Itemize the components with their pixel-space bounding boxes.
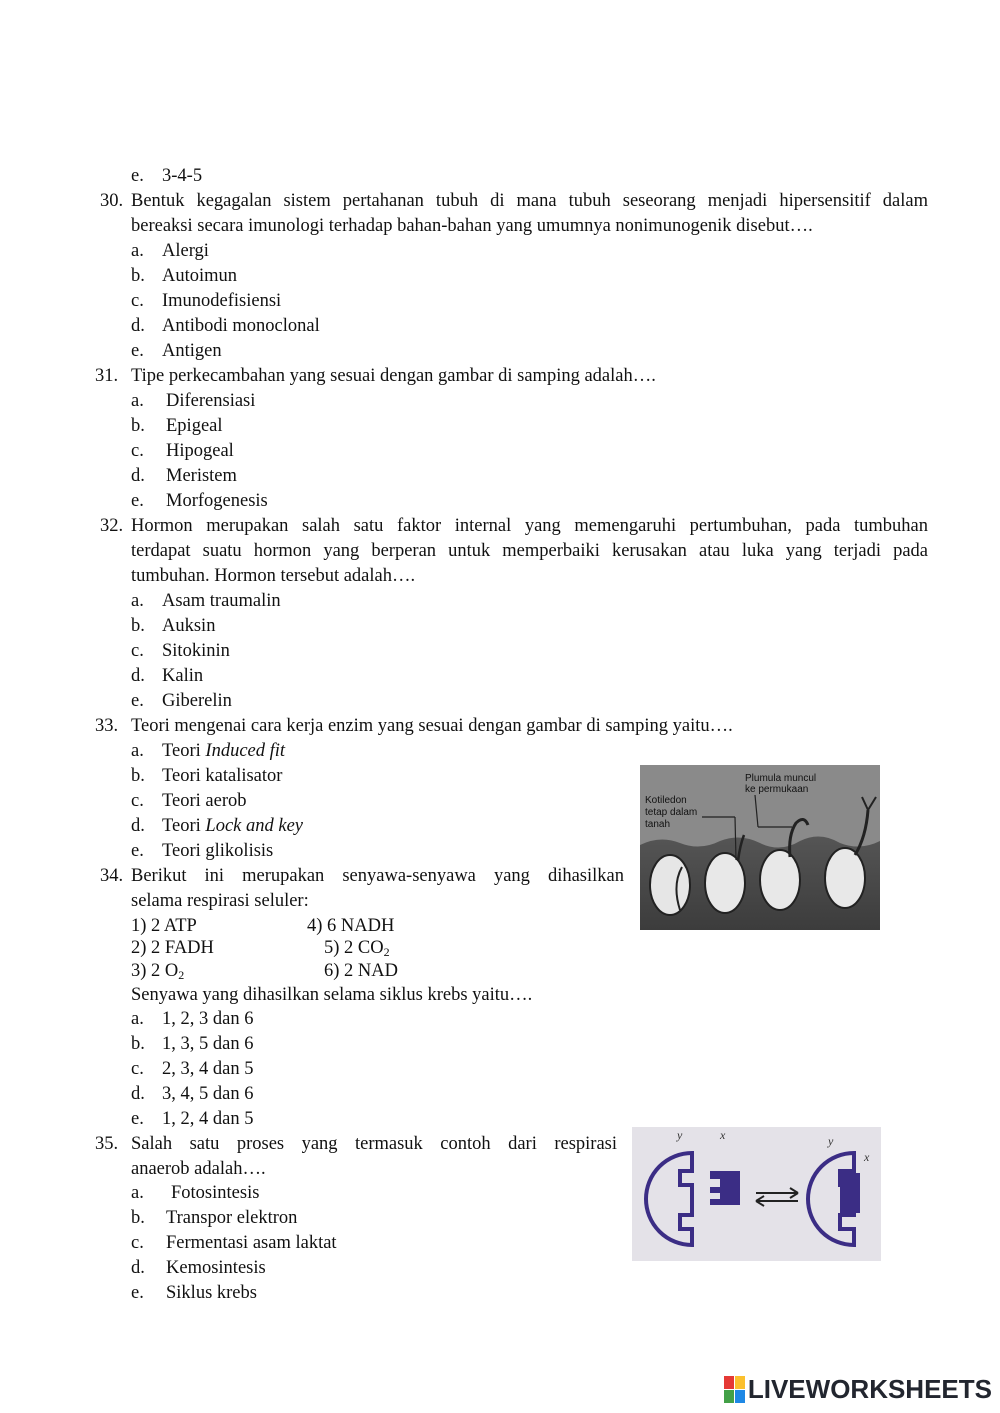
germination-figure	[640, 765, 880, 930]
option-label: e.	[131, 491, 144, 511]
question-text-line: selama respirasi seluler:	[131, 891, 309, 911]
figure-label: tanah	[645, 819, 671, 830]
option-text[interactable]: Sitokinin	[162, 641, 230, 661]
option-text[interactable]: Imunodefisiensi	[162, 291, 282, 311]
option-label: e.	[131, 1109, 144, 1129]
option-text[interactable]: Morfogenesis	[166, 491, 268, 511]
question-number: 32.	[100, 516, 124, 536]
option-label: e.	[131, 841, 144, 861]
option-text[interactable]: Meristem	[166, 466, 237, 486]
option-text[interactable]: Asam traumalin	[162, 591, 281, 611]
option-text[interactable]: Autoimun	[162, 266, 238, 286]
liveworksheets-logo[interactable]	[724, 1374, 992, 1405]
option-text-prefix: Teori glikolisis	[162, 841, 274, 861]
option-text[interactable]: Auksin	[162, 616, 216, 636]
option-text[interactable]: Giberelin	[162, 691, 232, 711]
option-label: e.	[131, 341, 144, 361]
question-text-line: Tipe perkecambahan yang sesuai dengan gambar di samping adalah….	[131, 366, 656, 386]
option-text[interactable]	[162, 814, 303, 838]
option-text-prefix: Teori	[162, 741, 206, 761]
figure-label: x	[864, 1150, 870, 1164]
option-text-prefix: Teori	[162, 816, 206, 836]
option-text[interactable]	[162, 839, 273, 863]
option-text[interactable]: 1, 2, 4 dan 5	[162, 1109, 254, 1129]
option-label: e.	[131, 691, 144, 711]
option-label: a.	[131, 1183, 144, 1203]
question-text-line: Teori mengenai cara kerja enzim yang sesuai dengan gambar di samping yaitu….	[131, 716, 733, 736]
figure-label: y	[828, 1134, 834, 1148]
option-text-italic: Induced fit	[205, 741, 286, 761]
option-label: c.	[131, 1233, 144, 1253]
enzyme-figure	[632, 1127, 881, 1261]
option-text[interactable]	[162, 764, 282, 788]
option-text[interactable]: Kemosintesis	[166, 1258, 266, 1278]
option-text[interactable]: Antibodi monoclonal	[162, 316, 320, 336]
option-text[interactable]: Fotosintesis	[171, 1183, 260, 1203]
option-text[interactable]	[162, 789, 246, 813]
question-text-line: Hormon merupakan salah satu faktor internal yang memengaruhi pertumbuhan, pada tumbuhan	[131, 516, 928, 536]
question-text-line: tumbuhan. Hormon tersebut adalah….	[131, 566, 416, 586]
option-label: d.	[131, 466, 145, 486]
option-text[interactable]	[162, 739, 285, 763]
option-text[interactable]: Siklus krebs	[166, 1283, 257, 1303]
question-text-line: terdapat suatu hormon yang berperan untuk memperbaiki kerusakan atau luka yang terjadi pada	[131, 541, 928, 561]
option-label: c.	[131, 291, 144, 311]
option-label: b.	[131, 766, 145, 786]
option-label: b.	[131, 1208, 145, 1228]
option-label: d.	[131, 666, 145, 686]
option-text-prefix: Teori aerob	[162, 791, 247, 811]
question-number: 30.	[100, 191, 124, 211]
enzyme-illustration	[632, 1127, 881, 1261]
option-label: b.	[131, 266, 145, 286]
question-text-line: Bentuk kegagalan sistem pertahanan tubuh di mana tubuh seseorang menjadi hipersensitif dalam	[131, 191, 928, 211]
question-text-line: bereaksi secara imunologi terhadap bahan-bahan yang umumnya nonimunogenik disebut….	[131, 216, 813, 236]
option-label: a.	[131, 741, 144, 761]
compound-item: 4) 6 NADH	[307, 916, 395, 936]
logo-blocks-icon	[724, 1376, 746, 1404]
option-text[interactable]: Hipogeal	[166, 441, 234, 461]
germination-illustration	[640, 765, 880, 930]
compound-item: 2) 2 FADH	[131, 938, 214, 958]
option-label: e.	[131, 166, 144, 186]
compound-text: 3) 2 O	[131, 961, 179, 981]
option-label: a.	[131, 1009, 144, 1029]
option-text[interactable]: 3, 4, 5 dan 6	[162, 1084, 254, 1104]
option-label: d.	[131, 316, 145, 336]
option-text-prefix: Teori katalisator	[162, 766, 283, 786]
option-text[interactable]: 2, 3, 4 dan 5	[162, 1059, 254, 1079]
option-text[interactable]: Diferensiasi	[166, 391, 256, 411]
option-label: d.	[131, 1084, 145, 1104]
option-text-italic: Lock and key	[205, 816, 304, 836]
logo-text: LIVEWORKSHEETS	[747, 1374, 992, 1404]
compound-item: 1) 2 ATP	[131, 916, 197, 936]
option-label: b.	[131, 616, 145, 636]
compound-item: 6) 2 NAD	[324, 961, 398, 981]
question-text-line: Berikut ini merupakan senyawa-senyawa yang dihasilkan	[131, 866, 624, 886]
question-number: 31.	[95, 366, 119, 386]
compound-text: 5) 2 CO	[324, 938, 384, 958]
question-text-line: Salah satu proses yang termasuk contoh dari respirasi	[131, 1134, 617, 1154]
option-label: b.	[131, 416, 145, 436]
figure-label: tetap dalam	[645, 807, 698, 818]
option-label: e.	[131, 1283, 144, 1303]
option-text[interactable]: Epigeal	[166, 416, 223, 436]
figure-label: x	[720, 1128, 726, 1142]
option-text[interactable]: Antigen	[162, 341, 222, 361]
option-label: c.	[131, 791, 144, 811]
option-text[interactable]: 1, 3, 5 dan 6	[162, 1034, 254, 1054]
figure-label: Plumula muncul	[745, 773, 817, 784]
option-label: c.	[131, 641, 144, 661]
question-number: 33.	[95, 716, 119, 736]
figure-label: y	[677, 1128, 683, 1142]
option-text[interactable]: 1, 2, 3 dan 6	[162, 1009, 254, 1029]
option-label: b.	[131, 1034, 145, 1054]
option-text[interactable]: Fermentasi asam laktat	[166, 1233, 337, 1253]
figure-label: Kotiledon	[645, 795, 687, 806]
figure-label: ke permukaan	[745, 784, 809, 795]
option-label: a.	[131, 241, 144, 261]
question-text-line: anaerob adalah….	[131, 1159, 266, 1179]
subscript: 2	[178, 968, 185, 982]
option-label: d.	[131, 1258, 145, 1278]
option-label: a.	[131, 391, 144, 411]
option-text: 3-4-5	[162, 166, 203, 186]
option-text[interactable]: Alergi	[162, 241, 209, 261]
subscript: 2	[383, 945, 390, 959]
option-label: d.	[131, 816, 145, 836]
option-text[interactable]: Kalin	[162, 666, 204, 686]
question-text-line: Senyawa yang dihasilkan selama siklus krebs yaitu….	[131, 985, 533, 1005]
option-label: c.	[131, 441, 144, 461]
option-label: c.	[131, 1059, 144, 1079]
question-number: 34.	[100, 866, 124, 886]
option-text[interactable]: Transpor elektron	[166, 1208, 298, 1228]
option-label: a.	[131, 591, 144, 611]
question-number: 35.	[95, 1134, 119, 1154]
